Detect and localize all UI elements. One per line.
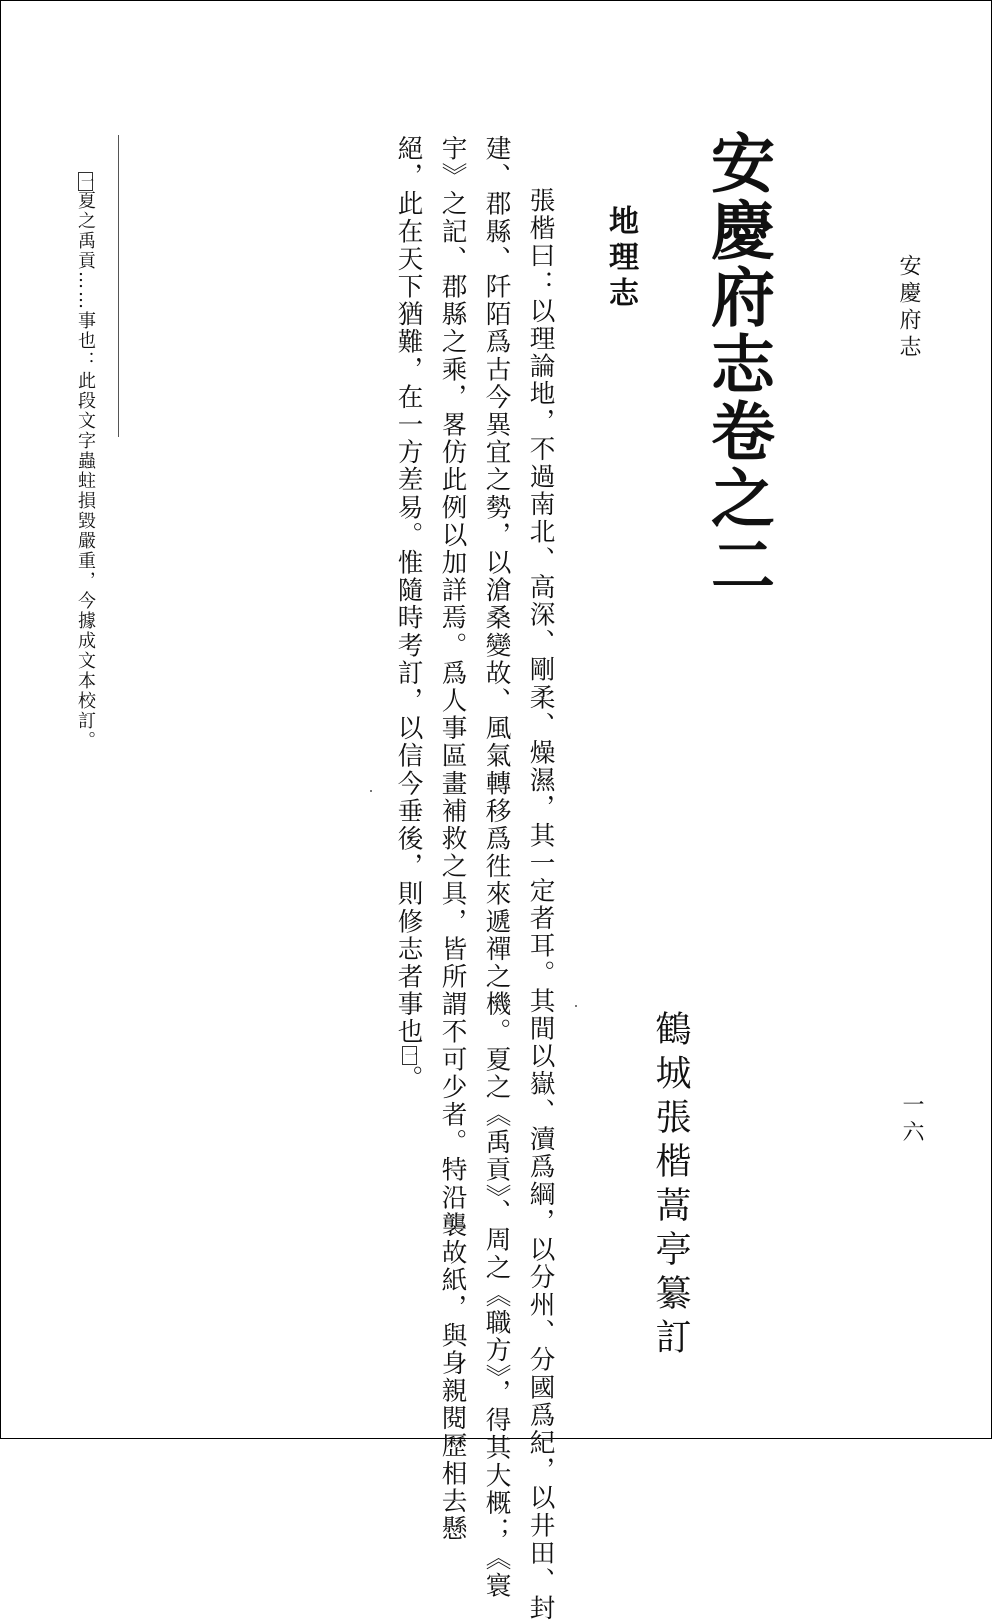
volume-title: 安慶府志卷之二 — [700, 130, 775, 599]
footnote-marker: 一 — [78, 174, 93, 189]
section-title: 地理志 — [603, 205, 638, 313]
paper-speck — [575, 1005, 577, 1007]
footnote-divider — [118, 135, 119, 437]
body-line-4 — [393, 135, 424, 1093]
footnote-text: 夏之禹貢……事也：此段文字蟲蛀損毀嚴重，今據成文本校訂。 — [75, 191, 96, 751]
compiler-credit: 鶴城張楷蒿亭纂訂 — [650, 1010, 691, 1362]
body-line-1: 張楷曰：以理論地，不過南北、高深、剛柔、燥濕，其一定者耳。其間以嶽、瀆爲綱，以分州、分國爲紀，以井田、封 — [525, 187, 556, 1622]
running-head: 安慶府志 — [896, 254, 921, 362]
footnote — [76, 172, 94, 751]
page-number: 一六 — [899, 1093, 924, 1147]
body-line-4-end-mark: 。 — [393, 1064, 424, 1093]
body-line-2: 建、郡縣、阡陌爲古今異宜之勢，以滄桑變故、風氣轉移爲徃來遞禪之機。夏之《禹貢》、周之《職方》，得其大概；《寰 — [481, 135, 512, 1600]
paper-speck — [370, 790, 372, 792]
body-line-3: 宇》之記、郡縣之乘，畧仿此例以加詳焉。爲人事區畫補救之具，皆所謂不可少者。特沿襲故紙，與身親閱歷相去懸 — [437, 135, 468, 1543]
footnote-reference-marker: 一 — [401, 1047, 417, 1063]
body-line-4-text: 絕，此在天下猶難，在一方差易。惟隨時考訂，以信今垂後，則修志者事也 — [393, 135, 424, 1046]
